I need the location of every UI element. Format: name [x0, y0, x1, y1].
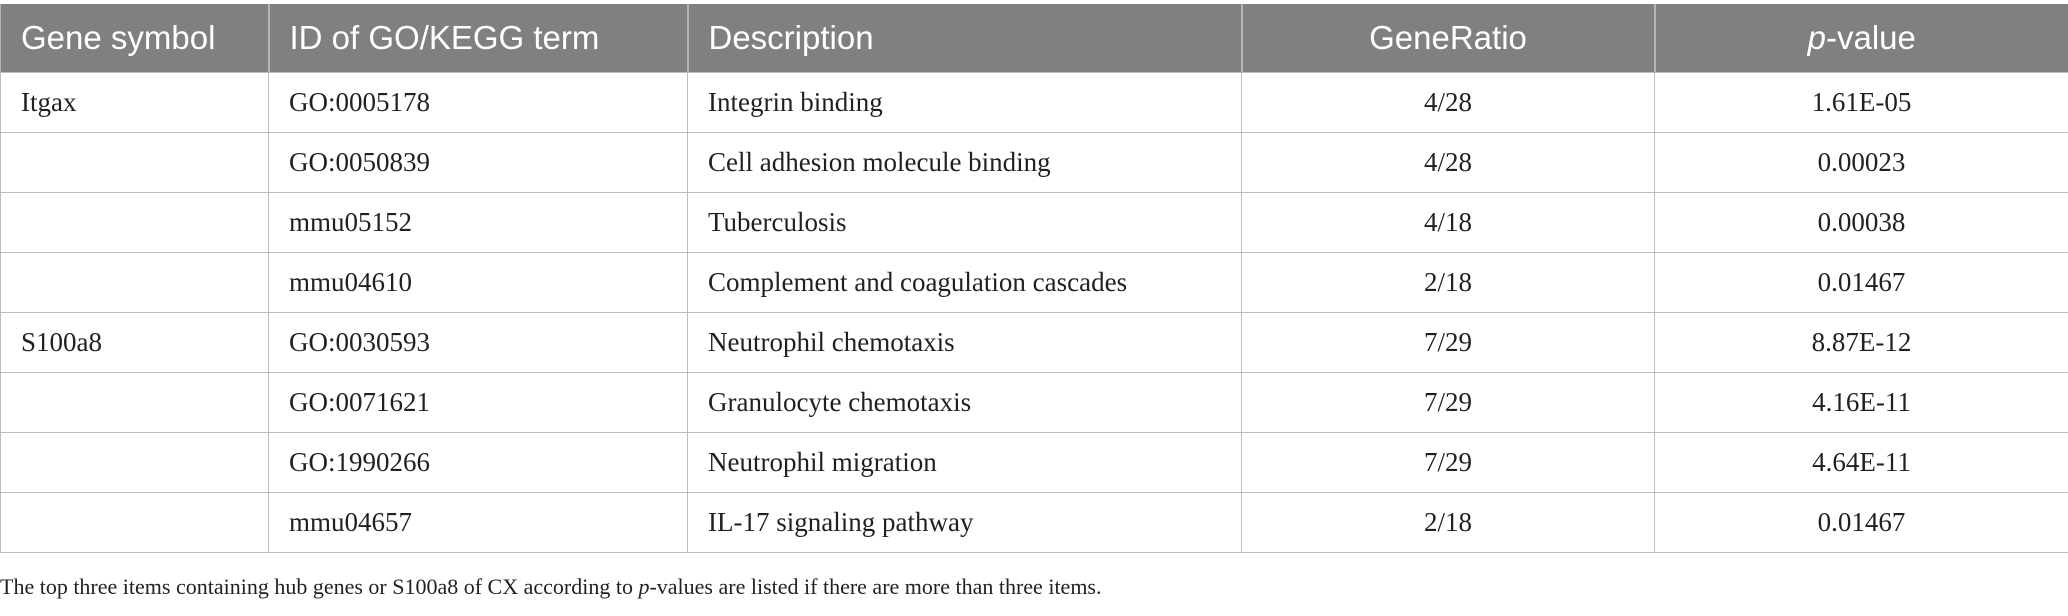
- footnote-italic-p: p: [638, 574, 650, 599]
- cell-description: Neutrophil migration: [688, 433, 1242, 493]
- cell-term-id: GO:0071621: [269, 373, 688, 433]
- cell-p-value: 4.64E-11: [1655, 433, 2068, 493]
- cell-term-id: mmu04657: [269, 493, 688, 553]
- cell-description: Integrin binding: [688, 73, 1242, 133]
- cell-description: IL-17 signaling pathway: [688, 493, 1242, 553]
- header-gene-ratio: GeneRatio: [1242, 4, 1655, 73]
- cell-p-value: 8.87E-12: [1655, 313, 2068, 373]
- table-header-row: [1, 4, 2068, 73]
- cell-term-id: GO:1990266: [269, 433, 688, 493]
- cell-p-value: 1.61E-05: [1655, 73, 2068, 133]
- enrichment-table-container: [0, 4, 2068, 553]
- cell-gene-symbol: [1, 253, 269, 313]
- cell-term-id: GO:0050839: [269, 133, 688, 193]
- cell-gene-symbol: [1, 433, 269, 493]
- cell-term-id: mmu05152: [269, 193, 688, 253]
- cell-p-value: 0.00023: [1655, 133, 2068, 193]
- cell-gene-symbol: [1, 373, 269, 433]
- cell-gene-symbol: [1, 133, 269, 193]
- header-gene-symbol: Gene symbol: [1, 4, 269, 73]
- table-row: [1, 133, 2068, 193]
- table-footnote: [0, 574, 1102, 600]
- table-row: [1, 493, 2068, 553]
- cell-description: Granulocyte chemotaxis: [688, 373, 1242, 433]
- table-row: [1, 253, 2068, 313]
- table-row: [1, 193, 2068, 253]
- cell-term-id: GO:0030593: [269, 313, 688, 373]
- cell-description: Tuberculosis: [688, 193, 1242, 253]
- cell-term-id: GO:0005178: [269, 73, 688, 133]
- cell-gene-symbol: [1, 493, 269, 553]
- table-row: [1, 73, 2068, 133]
- cell-gene-ratio: 7/29: [1242, 373, 1655, 433]
- cell-gene-ratio: 4/18: [1242, 193, 1655, 253]
- header-p-value: [1655, 4, 2068, 73]
- cell-gene-ratio: 4/28: [1242, 73, 1655, 133]
- cell-gene-symbol: [1, 193, 269, 253]
- cell-gene-symbol: S100a8: [1, 313, 269, 373]
- cell-term-id: mmu04610: [269, 253, 688, 313]
- cell-gene-ratio: 2/18: [1242, 493, 1655, 553]
- cell-gene-ratio: 7/29: [1242, 313, 1655, 373]
- cell-gene-ratio: 2/18: [1242, 253, 1655, 313]
- footnote-text-before: The top three items containing hub genes or S100a8 of CX according to: [0, 574, 639, 599]
- cell-description: Cell adhesion molecule binding: [688, 133, 1242, 193]
- table-row: [1, 313, 2068, 373]
- enrichment-table: [0, 4, 2068, 553]
- cell-description: Complement and coagulation cascades: [688, 253, 1242, 313]
- table-row: [1, 373, 2068, 433]
- table-row: [1, 433, 2068, 493]
- header-p-value-italic: p: [1807, 19, 1826, 56]
- cell-p-value: 0.00038: [1655, 193, 2068, 253]
- header-term-id: ID of GO/KEGG term: [269, 4, 688, 73]
- cell-p-value: 0.01467: [1655, 253, 2068, 313]
- cell-gene-ratio: 4/28: [1242, 133, 1655, 193]
- cell-description: Neutrophil chemotaxis: [688, 313, 1242, 373]
- cell-p-value: 0.01467: [1655, 493, 2068, 553]
- cell-p-value: 4.16E-11: [1655, 373, 2068, 433]
- footnote-text-after: -values are listed if there are more than three items.: [649, 574, 1102, 599]
- header-p-value-rest: -value: [1825, 19, 1916, 56]
- header-description: Description: [688, 4, 1242, 73]
- cell-gene-symbol: Itgax: [1, 73, 269, 133]
- cell-gene-ratio: 7/29: [1242, 433, 1655, 493]
